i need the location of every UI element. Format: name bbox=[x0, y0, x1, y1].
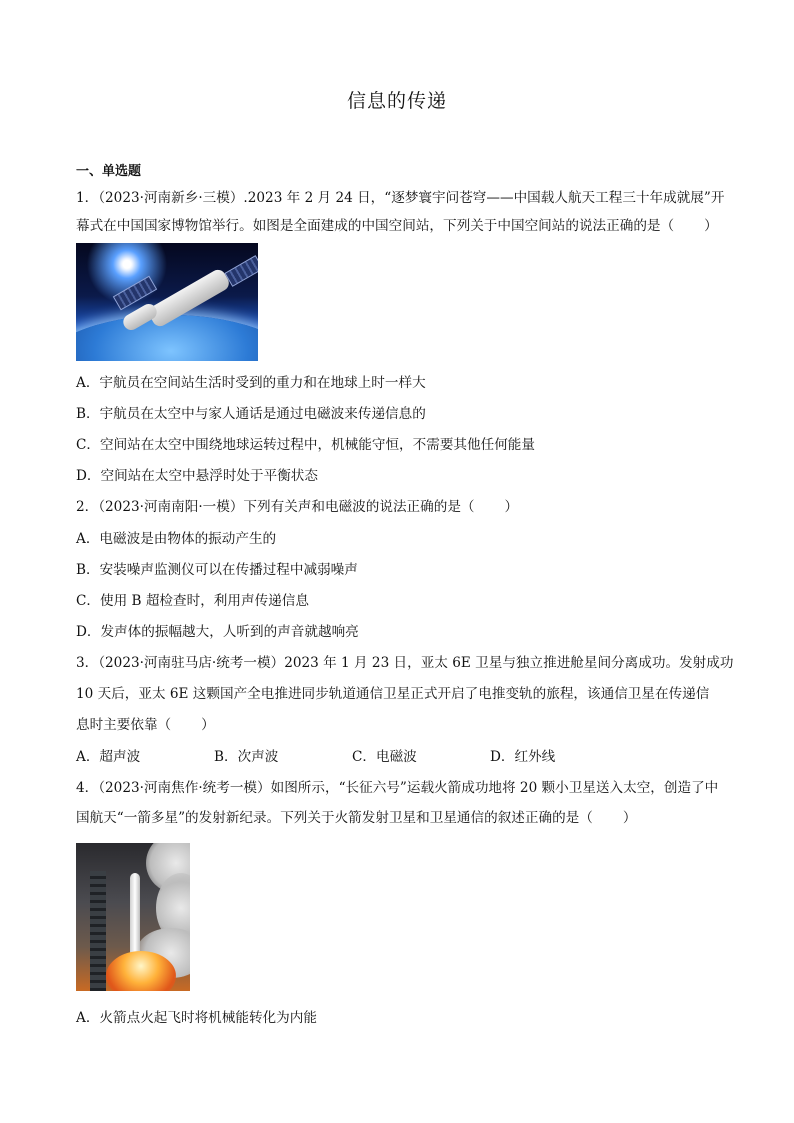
q1-paren-close: ） bbox=[704, 218, 718, 234]
q2-option-a: A．电磁波是由物体的振动产生的 bbox=[76, 531, 277, 547]
q1-option-d: D．空间站在太空中悬浮时处于平衡状态 bbox=[76, 468, 318, 484]
q4-stem-line1: 4．（2023·河南焦作·统考一模）如图所示，“长征六号”运载火箭成功地将 20 颗小卫星送入太空，创造了中 bbox=[76, 780, 719, 796]
q1-option-a: A．宇航员在空间站生活时受到的重力和在地球上时一样大 bbox=[76, 375, 426, 391]
q1-option-c: C．空间站在太空中围绕地球运转过程中，机械能守恒，不需要其他任何能量 bbox=[76, 437, 535, 453]
q1-stem-line2 bbox=[76, 216, 726, 236]
q2-stem-line1 bbox=[76, 497, 726, 517]
q4-option-a: A．火箭点火起飞时将机械能转化为内能 bbox=[76, 1010, 317, 1026]
q3-paren-close: ） bbox=[201, 717, 215, 733]
q3-stem-line3 bbox=[76, 715, 726, 735]
rocket-launch-image bbox=[76, 843, 190, 991]
q3-option-d: D．红外线 bbox=[490, 749, 556, 765]
q2-option-d: D．发声体的振幅越大，人听到的声音就越响亮 bbox=[76, 624, 359, 640]
q1-stem-text: 幕式在中国国家博物馆举行。如图是全面建成的中国空间站，下列关于中国空间站的说法正确的是（ bbox=[76, 218, 675, 234]
q3-stem-line2: 10 天后，亚太 6E 这颗国产全电推进同步轨道通信卫星正式开启了电推变轨的旅程，该通信卫星在传递信 bbox=[76, 686, 710, 702]
q3-stem-text: 息时主要依靠（ bbox=[76, 717, 172, 733]
q1-stem-line1: 1．（2023·河南新乡·三模）.2023 年 2 月 24 日，“逐梦寰宇问苍穹——中国载人航天工程三十年成就展”开 bbox=[76, 190, 725, 206]
rocket bbox=[130, 873, 140, 963]
q4-stem-line2 bbox=[76, 808, 726, 828]
q3-stem-line1: 3．（2023·河南驻马店·统考一模）2023 年 1 月 23 日，亚太 6E 卫星与独立推进舱星间分离成功。发射成功 bbox=[76, 655, 734, 671]
q3-option-a: A．超声波 bbox=[76, 749, 141, 765]
q3-option-c: C．电磁波 bbox=[352, 749, 417, 765]
q3-option-b: B．次声波 bbox=[214, 749, 279, 765]
q1-option-b: B．宇航员在太空中与家人通话是通过电磁波来传递信息的 bbox=[76, 406, 426, 422]
q2-paren-close: ） bbox=[504, 499, 519, 515]
solar-panel-right bbox=[224, 255, 258, 287]
space-station-image bbox=[76, 243, 258, 361]
section-heading: 一、单选题 bbox=[76, 164, 142, 179]
q2-option-c: C．使用 B 超检查时，利用声传递信息 bbox=[76, 593, 309, 609]
q2-stem-text: 2．（2023·河南南阳·一模）下列有关声和电磁波的说法正确的是（ bbox=[76, 499, 475, 515]
page-title: 信息的传递 bbox=[346, 90, 447, 112]
q4-paren-close: ） bbox=[622, 810, 637, 826]
q2-option-b: B．安装噪声监测仪可以在传播过程中减弱噪声 bbox=[76, 562, 358, 578]
q4-stem-text: 国航天“一箭多星”的发射新纪录。下列关于火箭发射卫星和卫星通信的叙述正确的是（ bbox=[76, 810, 593, 826]
launch-tower bbox=[90, 871, 106, 991]
